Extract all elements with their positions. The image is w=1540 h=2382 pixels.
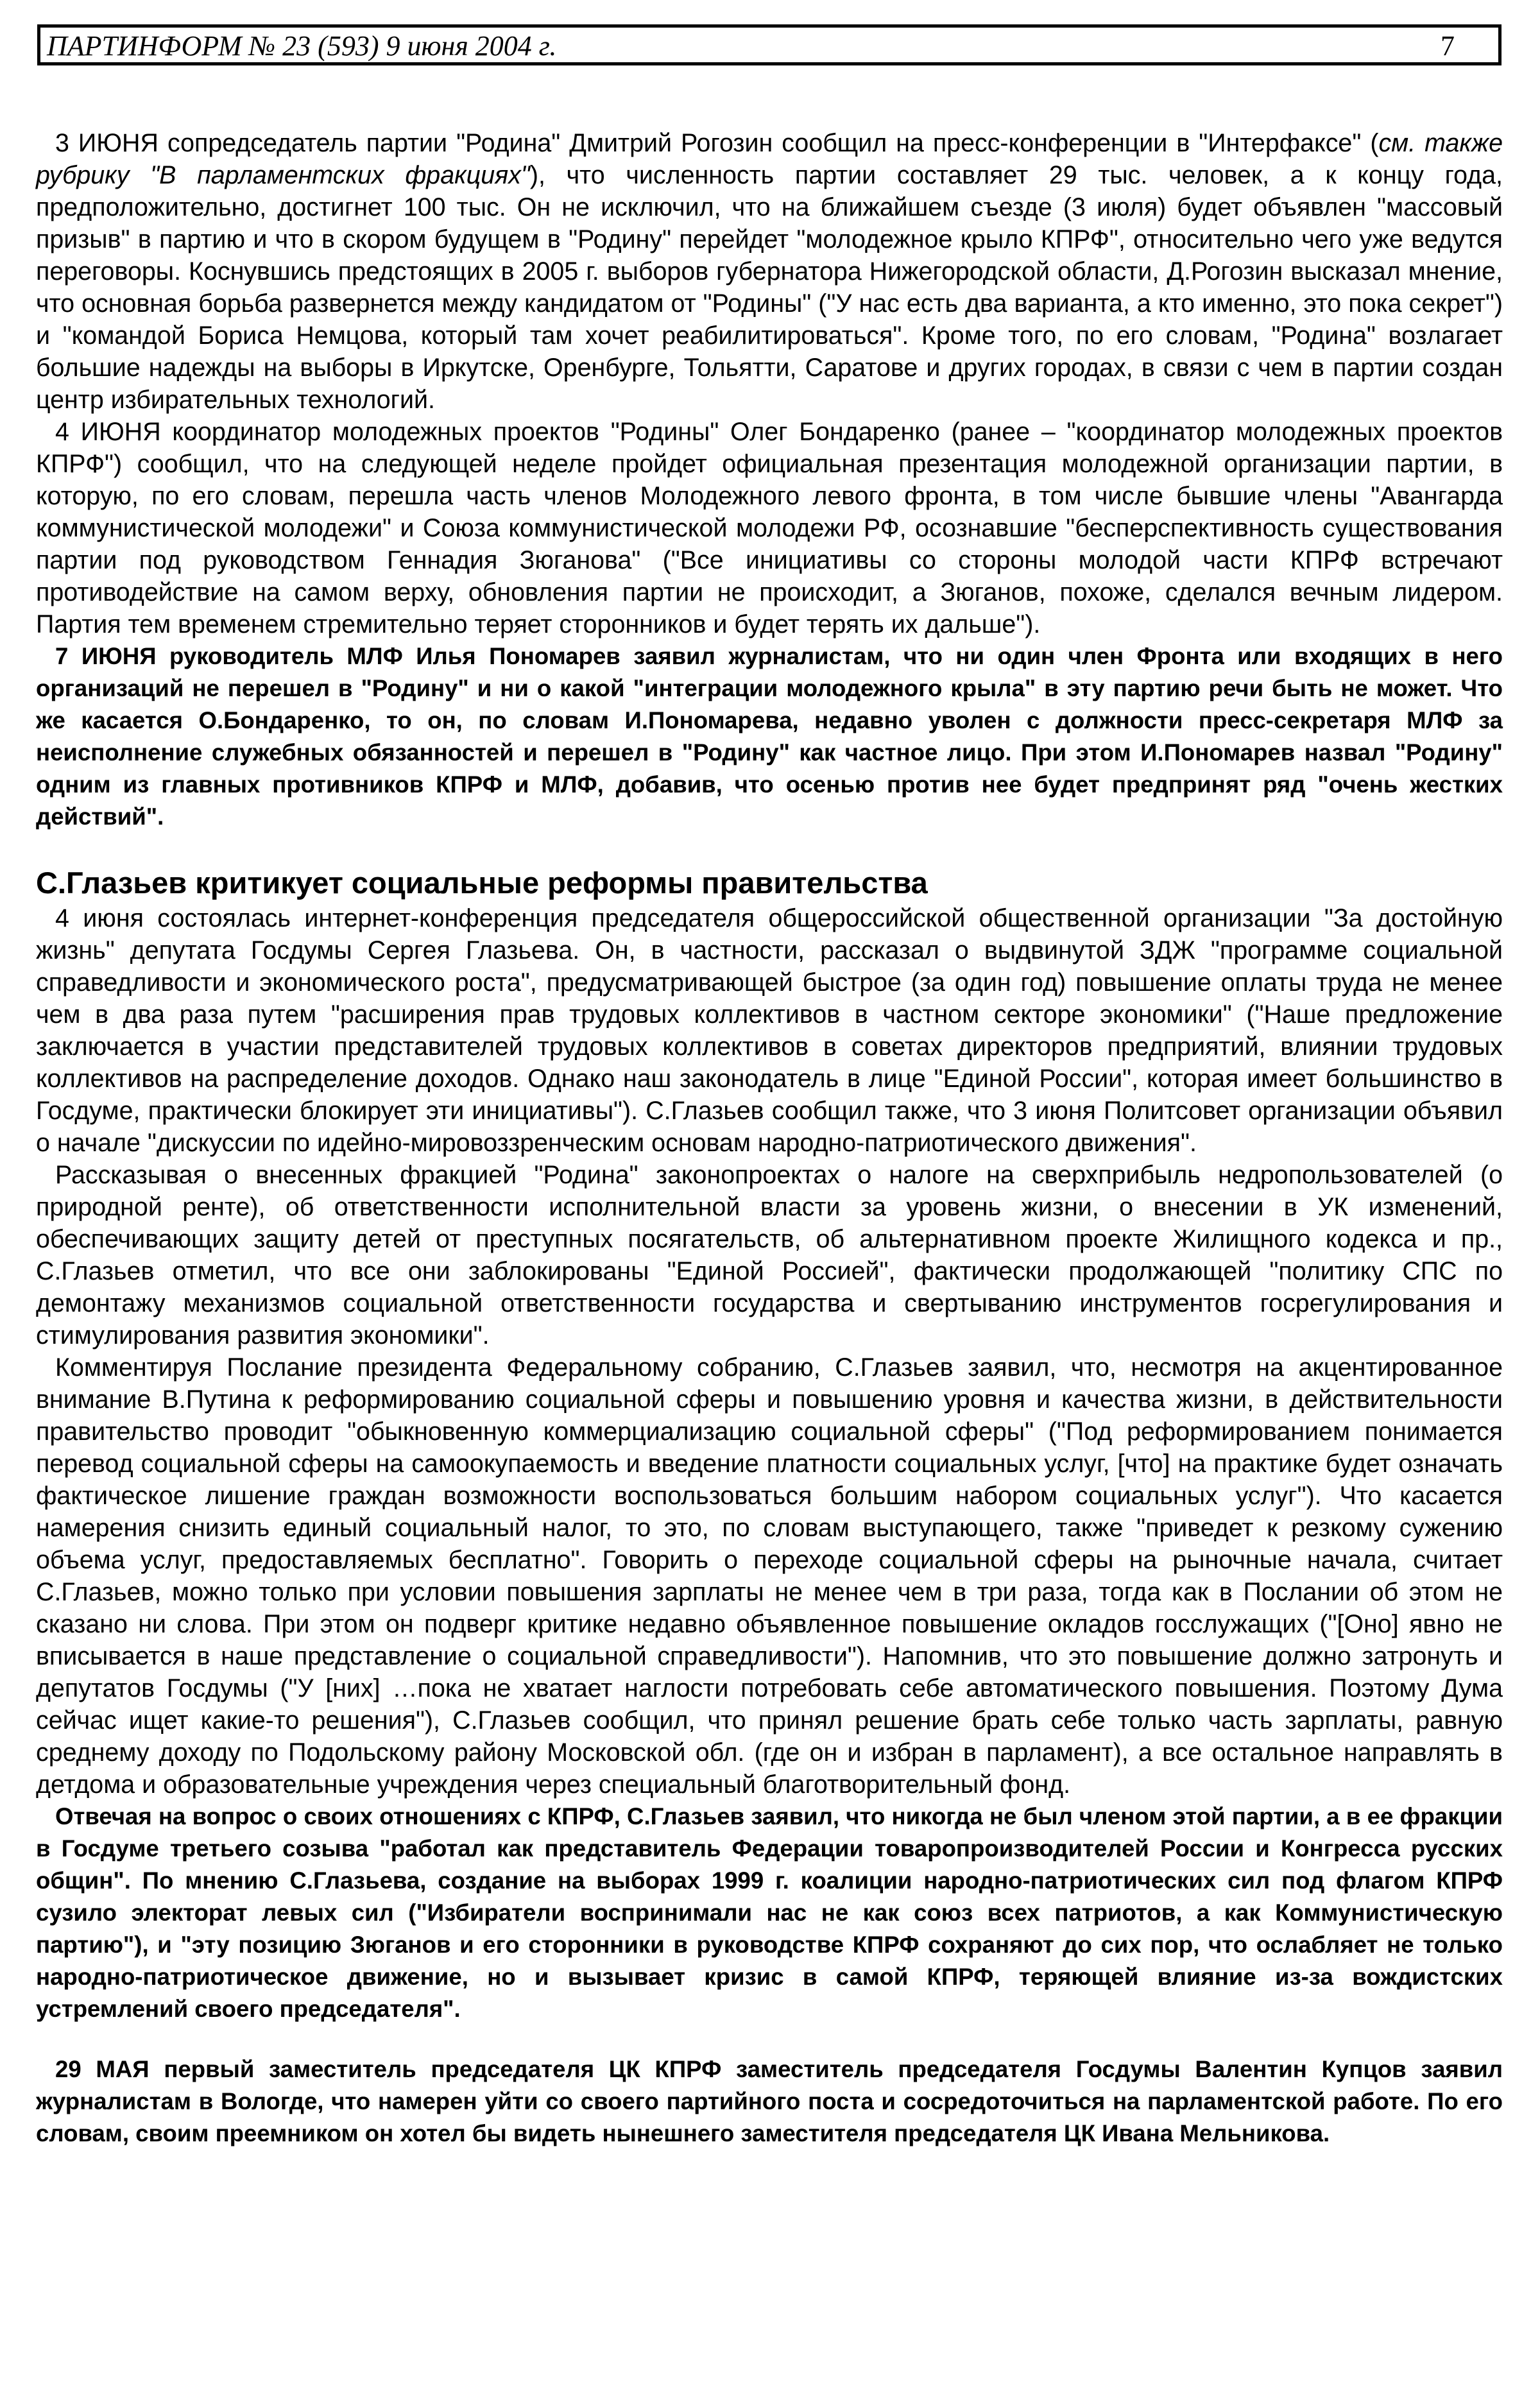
- article-body: [36, 127, 1503, 2150]
- paragraph-rogozin: [36, 127, 1503, 416]
- paragraph-glazyev-bills: Рассказывая о внесенных фракцией "Родина" законопроектах о налоге на сверхприбыль недропользователей (о природной ренте), об ответственности исполнительной власти за уровень жизни, о внесении в УК изменений, обеспечивающих защиту детей от преступных посягательств, об альтернативном проекте Жилищного кодекса и пр., С.Глазьев отметил, что все они заблокированы "Единой Россией", фактически продолжающей "политику СПС по демонтажу механизмов социальной ответственности государства и свертыванию инструментов госрегулирования и стимулирования развития экономики".: [36, 1161, 1503, 1350]
- article-heading: С.Глазьев критикует социальные реформы правительства: [36, 866, 928, 900]
- paragraph-ponomarev: 7 ИЮНЯ руководитель МЛФ Илья Пономарев заявил журналистам, что ни один член Фронта или входящих в него организаций не перешел в "Родину" и ни о какой "интеграции молодежного крыла" в эту партию речи быть не может. Что же касается О.Бондаренко, то он, по словам И.Пономарева, недавно уволен с должности пресс-секретаря МЛФ за неисполнение служебных обязанностей и перешел в "Родину" как частное лицо. При этом И.Пономарев назвал "Родину" одним из главных противников КПРФ и МЛФ, добавив, что осенью против нее будет предпринят ряд "очень жестких действий".: [36, 643, 1503, 830]
- page-header: [37, 24, 1502, 65]
- paragraph-text: 3 ИЮНЯ сопредседатель партии "Родина" Дмитрий Рогозин сообщил на пресс-конференции в "Интерфаксе" (: [55, 129, 1379, 157]
- paragraph-text: ), что численность партии составляет 29 тыс. человек, а к концу года, предположительно, достигнет 100 тыс. Он не исключил, что на ближайшем съезде (3 июля) будет объявлен "массовый призыв" в партию и что в скором будущем в "Родину" перейдет "молодежное крыло КПРФ", относительно чего уже ведутся переговоры. Коснувшись предстоящих в 2005 г. выборов губернатора Нижегородской области, Д.Рогозин высказал мнение, что основная борьба развернется между кандидатом от "Родины" ("У нас есть два варианта, а кто именно, это пока секрет") и "командой Бориса Немцова, который там хочет реабилитироваться". Кроме того, по его словам, "Родина" возлагает большие надежды на выборы в Иркутске, Оренбурге, Тольятти, Саратове и других городах, в связи с чем в партии создан центр избирательных технологий.: [36, 161, 1503, 414]
- paragraph-glazyev-message: Комментируя Послание президента Федеральному собранию, С.Глазьев заявил, что, несмотря на акцентированное внимание В.Путина к реформированию социальной сферы и повышению уровня и качества жизни, в действительности правительство проводит "обыкновенную коммерциализацию социальной сферы" ("Под реформированием понимается перевод социальной сферы на самоокупаемость и введение платности социальных услуг, [что] на практике будет означать фактическое лишение граждан возможности воспользоваться большим набором социальных услуг"). Что касается намерения снизить единый социальный налог, то это, по словам выступающего, также "приведет к резкому сужению объема услуг, предоставляемых бесплатно". Говорить о переходе социальной сферы на рыночные начала, считает С.Глазьев, можно только при условии повышения зарплаты не менее чем в три раза, тогда как в Послании об этом не сказано ни слова. При этом он подверг критике недавно объявленное повышение окладов госслужащих ("[Оно] явно не вписывается в наше представление о социальной справедливости"). Напомнив, что это повышение должно затронуть и депутатов Госдумы ("У [них] …пока не хватает наглости потребовать себе автоматического повышения. Поэтому Дума сейчас ищет какие-то решения"), С.Глазьев сообщил, что принял решение брать себе только часть зарплаты, равную среднему доходу по Подольскому району Московской обл. (где он и избран в парламент), а все остальное направлять в детдома и образовательные учреждения через специальный благотворительный фонд.: [36, 1353, 1503, 1799]
- paragraph-kuptsov: 29 МАЯ первый заместитель председателя ЦК КПРФ заместитель председателя Госдумы Валентин Купцов заявил журналистам в Вологде, что намерен уйти со своего партийного поста и сосредоточиться на парламентской работе. По его словам, своим преемником он хотел бы видеть нынешнего заместителя председателя ЦК Ивана Мельникова.: [36, 2056, 1503, 2146]
- cross-reference: см. также рубрику "В парламентских фракциях": [36, 129, 1503, 189]
- spacer: [36, 2025, 1503, 2053]
- publication-title: ПАРТИНФОРМ № 23 (593) 9 июня 2004 г.: [47, 30, 557, 62]
- paragraph-bondarenko: 4 ИЮНЯ координатор молодежных проектов "Родины" Олег Бондаренко (ранее – "координатор молодежных проектов КПРФ") сообщил, что на следующей неделе пройдет официальная презентация молодежной организации партии, в которую, по его словам, перешла часть членов Молодежного левого фронта, в том числе бывшие члены "Авангарда коммунистической молодежи" и Союза коммунистической молодежи РФ, осознавшие "бесперспективность существования партии под руководством Геннадия Зюганова" ("Все инициативы со стороны молодой части КПРФ встречают противодействие на самом верху, обновления партии не происходит, а Зюганов, похоже, сделался вечным лидером. Партия тем временем стремительно теряет сторонников и будет терять их дальше").: [36, 418, 1503, 638]
- paragraph-glazyev-conference: 4 июня состоялась интернет-конференция председателя общероссийской общественной организации "За достойную жизнь" депутата Госдумы Сергея Глазьева. Он, в частности, рассказал о выдвинутой ЗДЖ "программе социальной справедливости и экономического роста", предусматривающей быстрое (за один год) повышение оплаты труда не менее чем в два раза путем "расширения прав трудовых коллективов в частном секторе экономики" ("Наше предложение заключается в участии представителей трудовых коллективов в советах директоров предприятий, влиянии трудовых коллективов на распределение доходов. Однако наш законодатель в лице "Единой России", которая имеет большинство в Госдуме, практически блокирует эти инициативы"). С.Глазьев сообщил также, что 3 июня Политсовет организации объявил о начале "дискуссии по идейно-мировоззренческим основам народно-патриотического движения".: [36, 904, 1503, 1157]
- page-number: 7: [1441, 30, 1455, 62]
- paragraph-glazyev-kprf: Отвечая на вопрос о своих отношениях с КПРФ, С.Глазьев заявил, что никогда не был членом этой партии, а в ее фракции в Госдуме третьего созыва "работал как представитель Федерации товаропроизводителей России и Конгресса русских общин". По мнению С.Глазьева, создание на выборах 1999 г. коалиции народно-патриотических сил под флагом КПРФ сузило электорат левых сил ("Избиратели воспринимали нас не как союз всех патриотов, а как Коммунистическую партию"), и "эту позицию Зюганов и его сторонники в руководстве КПРФ сохраняют до сих пор, что ослабляет не только народно-патриотическое движение, но и вызывает кризис в самой КПРФ, теряющей влияние из-за вождистских устремлений своего председателя".: [36, 1803, 1503, 2022]
